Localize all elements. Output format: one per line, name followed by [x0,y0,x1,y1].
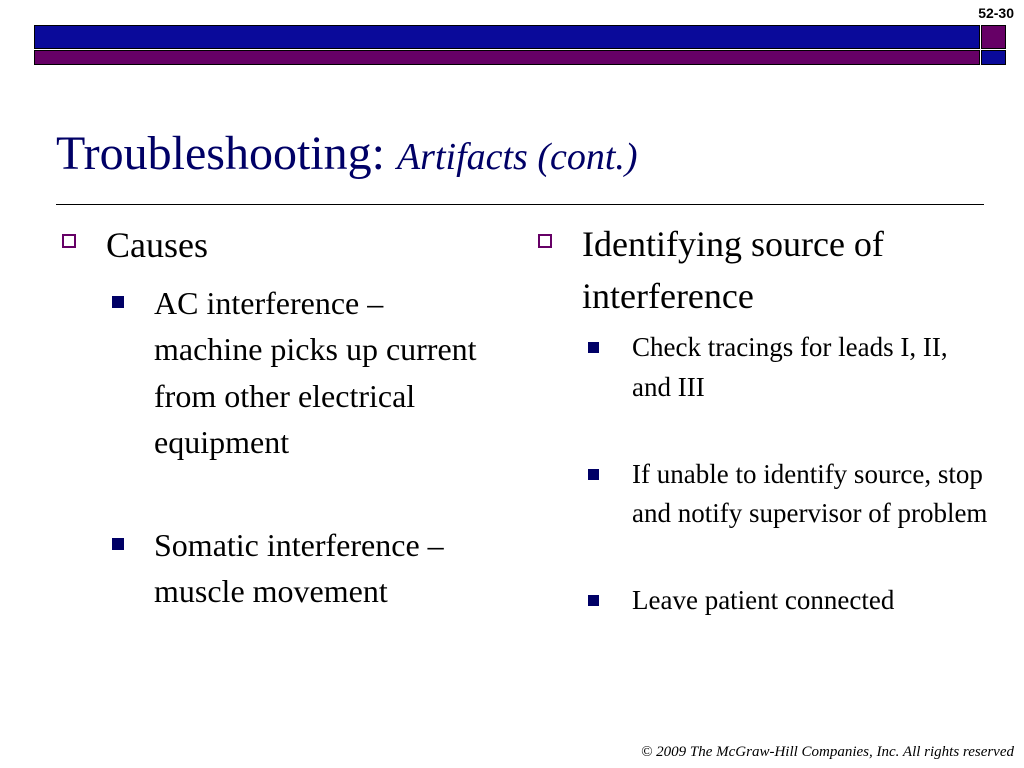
bullet-level1 [56,218,496,272]
right-column [532,218,992,620]
copyright-footer: © 2009 The McGraw-Hill Companies, Inc. All rights reserved [640,744,1014,760]
right-heading: Identifying source of interference [582,224,884,317]
solid-square-bullet-icon [588,595,599,606]
bullet-level2 [56,522,496,615]
bullet-level2 [56,280,496,466]
left-item-text: AC interference – machine picks up current from other electrical equipment [154,285,477,461]
solid-square-bullet-icon [112,538,124,550]
header-bar-blue [34,25,980,49]
slide-title-main: Troubleshooting: [56,127,385,180]
bullet-level1 [532,218,992,322]
header-square-blue [981,50,1006,65]
right-item-text: Check tracings for leads I, II, and III [632,332,948,402]
left-item-text: Somatic interference – muscle movement [154,526,444,609]
slide-title [56,128,638,181]
solid-square-bullet-icon [588,469,599,480]
right-item-text: If unable to identify source, stop and notify supervisor of problem [632,458,988,528]
hollow-square-bullet-icon [538,234,552,248]
slide-title-sub: Artifacts (cont.) [396,136,638,178]
left-column [56,218,496,614]
title-divider [56,204,984,205]
left-heading: Causes [106,225,208,265]
right-item-text: Leave patient connected [632,584,895,615]
header-square-purple [981,25,1006,49]
solid-square-bullet-icon [588,342,599,353]
bullet-level2 [532,328,992,406]
solid-square-bullet-icon [112,296,124,308]
header-bar-purple [34,50,980,65]
bullet-level2 [532,581,992,620]
slide-number: 52-30 [978,5,1014,21]
hollow-square-bullet-icon [62,234,76,248]
bullet-level2 [532,455,992,533]
